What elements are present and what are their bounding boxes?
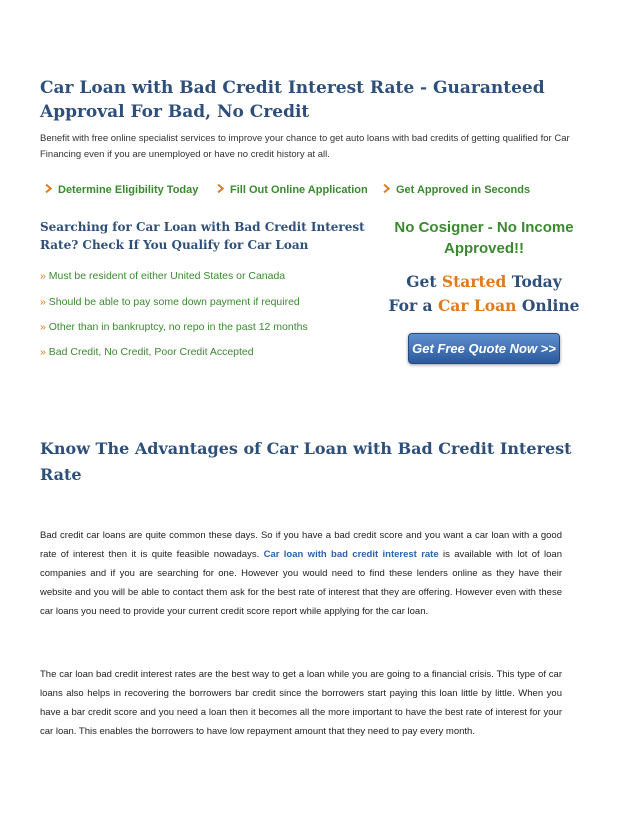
search-heading: Searching for Car Loan with Bad Credit Interest Rate? Check If You Qualify for Car Loan (40, 220, 365, 252)
chevron-right-icon (382, 183, 393, 194)
chevron-right-icon (44, 183, 55, 194)
paragraph-1 (40, 526, 562, 621)
requirement-text: Should be able to pay some down payment if required (48, 296, 300, 308)
bullet-icon: » (40, 346, 46, 358)
page-title: Car Loan with Bad Credit Interest Rate - Guaranteed Approval For Bad, No Credit (40, 78, 545, 122)
step-label: Determine Eligibility Today (58, 184, 199, 196)
get-free-quote-button[interactable]: Get Free Quote Now >> (408, 333, 560, 364)
intro-text: Benefit with free online specialist services to improve your chance to get auto loans with bad credits of getting qualified for Car Financing even if you are unemployed or have no credit history at all. (40, 133, 570, 160)
text: Today (506, 272, 562, 291)
chevron-right-icon (216, 183, 227, 194)
steps-bar (40, 183, 600, 203)
text: Get (406, 272, 442, 291)
no-cosigner-banner: No Cosigner - No Income Approved!! (394, 219, 574, 257)
highlight-text: Started (441, 272, 507, 291)
step-eligibility[interactable] (44, 183, 198, 196)
advantages-heading: Know The Advantages of Car Loan with Bad Credit Interest Rate (40, 439, 572, 484)
bullet-icon: » (40, 321, 46, 333)
requirement-item (40, 296, 380, 308)
text: Bad credit car loans are quite common these days. So if you have a bad credit score and you want a car loan with a good rate of interest then it is quite feasible nowadays. (40, 530, 562, 560)
highlight-text: Car Loan (437, 296, 517, 315)
requirement-item (40, 321, 380, 333)
bullet-icon: » (40, 296, 46, 308)
car-loan-link[interactable]: Car loan with bad credit interest rate (263, 549, 439, 560)
step-approved[interactable] (382, 183, 530, 196)
bullet-icon: » (40, 270, 46, 282)
text: is available with lot of loan companies and if you are searching for one. However you would need to find these lenders online as they have their website and you will be able to contact them ask for the best rate of interest that they are offering. However even with these car loans you need to provide your current credit score report while applying for the car loan. (40, 549, 562, 617)
get-started-heading (384, 270, 584, 318)
step-label: Get Approved in Seconds (396, 184, 531, 196)
text: For a (388, 296, 438, 315)
requirement-text: Other than in bankruptcy, no repo in the past 12 months (48, 321, 308, 333)
requirement-text: Must be resident of either United States or Canada (48, 270, 286, 282)
paragraph-2: The car loan bad credit interest rates are the best way to get a loan while you are going to a financial crisis. This type of car loans also helps in recovering the borrowers bar credit since the borrowers start paying this loan little by little. When you have a bar credit score and you need a loan then it becomes all the more important to have the best rate of interest for your car loan. This enables the borrowers to have low repayment amount that they need to pay every month. (40, 669, 562, 737)
requirement-item (40, 270, 380, 282)
step-application[interactable] (216, 183, 368, 196)
step-label: Fill Out Online Application (230, 184, 368, 196)
text: Online (516, 296, 580, 315)
requirement-item (40, 346, 380, 358)
requirement-text: Bad Credit, No Credit, Poor Credit Accepted (48, 346, 254, 358)
